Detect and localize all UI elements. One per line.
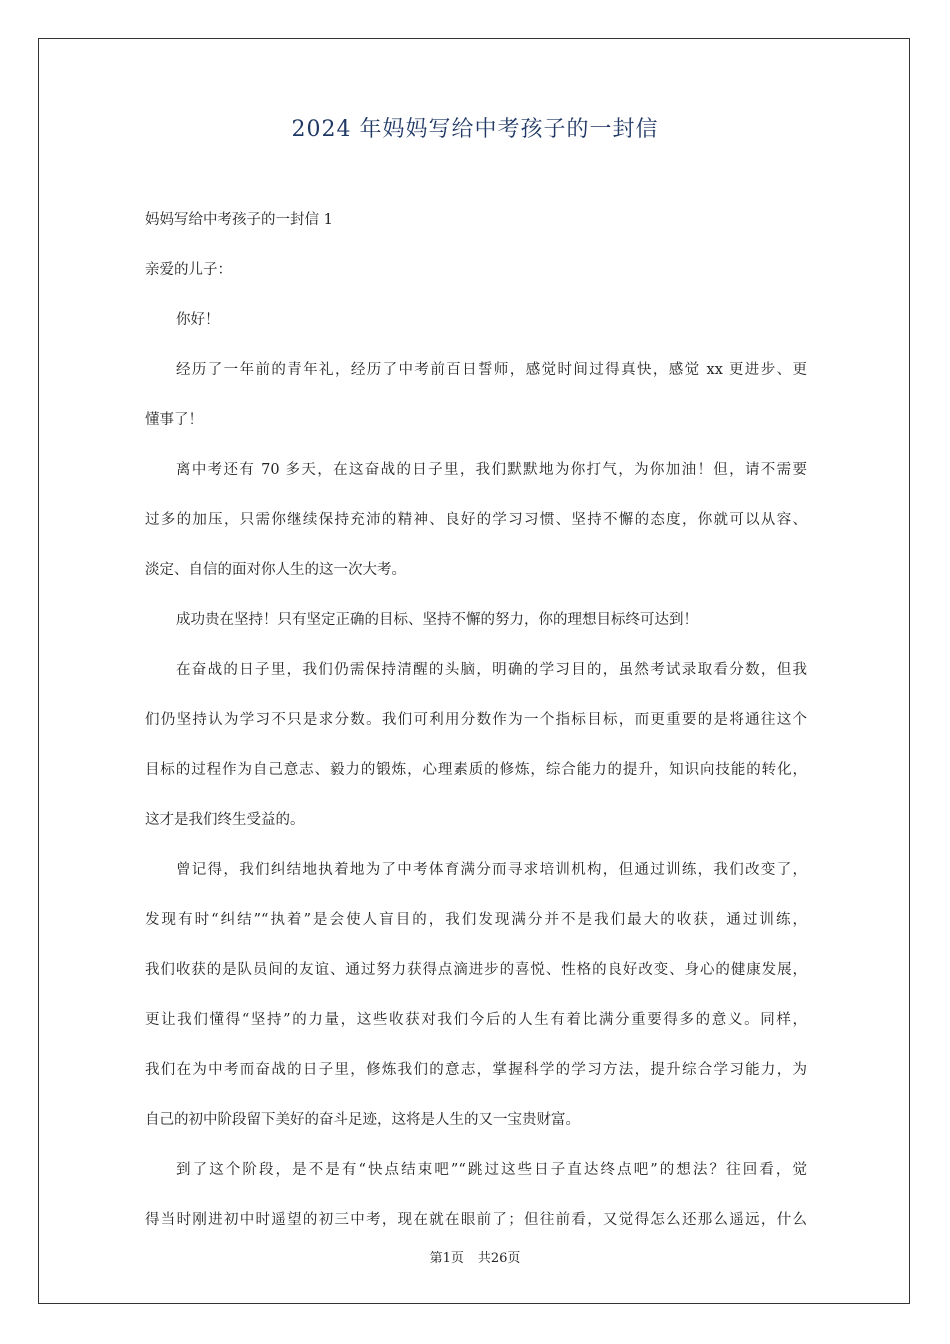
document-title: 2024 年妈妈写给中考孩子的一封信	[291, 117, 659, 142]
page-footer	[0, 1247, 950, 1266]
text-line: 自己的初中阶段留下美好的奋斗足迹，这将是人生的又一宝贵财富。	[145, 1112, 580, 1128]
text-line: 我们在为中考而奋战的日子里，修炼我们的意志，掌握科学的学习方法，提升综合学习能力，为	[145, 1062, 807, 1078]
text-line: 懂事了！	[145, 412, 203, 428]
text-line: 这才是我们终生受益的。	[145, 812, 305, 828]
text-line: 目标的过程作为自己意志、毅力的锻炼，心理素质的修炼，综合能力的提升，知识向技能的转化，	[145, 762, 807, 778]
text-line: 经历了一年前的青年礼，经历了中考前百日誓师，感觉时间过得真快，感觉 xx 更进步、更	[176, 362, 807, 378]
page-number-total: 共26页	[477, 1251, 521, 1266]
document-body	[145, 195, 807, 1245]
text-line: 我们收获的是队员间的友谊、通过努力获得点滴进步的喜悦、性格的良好改变、身心的健康发展，	[145, 962, 807, 978]
text-line: 离中考还有 70 多天，在这奋战的日子里，我们默默地为你打气，为你加油！但，请不需要	[176, 462, 807, 478]
text-line: 曾记得，我们纠结地执着地为了中考体育满分而寻求培训机构，但通过训练，我们改变了，	[176, 862, 807, 878]
text-line: 在奋战的日子里，我们仍需保持清醒的头脑，明确的学习目的，虽然考试录取看分数，但我	[176, 662, 807, 678]
text-line: 成功贵在坚持！只有坚定正确的目标、坚持不懈的努力，你的理想目标终可达到！	[176, 612, 698, 628]
text-line: 淡定、自信的面对你人生的这一次大考。	[145, 562, 406, 578]
text-line: 妈妈写给中考孩子的一封信 1	[145, 212, 333, 228]
text-line: 到了这个阶段，是不是有“快点结束吧”“跳过这些日子直达终点吧”的想法？往回看，觉	[176, 1162, 807, 1178]
text-line: 们仍坚持认为学习不只是求分数。我们可利用分数作为一个指标目标，而更重要的是将通往这个	[145, 712, 807, 728]
text-line: 你好！	[176, 312, 220, 328]
page-number-current: 第1页	[429, 1251, 464, 1266]
text-line: 得当时刚进初中时遥望的初三中考，现在就在眼前了；但往前看，又觉得怎么还那么遥远，什么	[145, 1212, 807, 1228]
text-line: 过多的加压，只需你继续保持充沛的精神、良好的学习习惯、坚持不懈的态度，你就可以从容、	[145, 512, 807, 528]
text-line: 发现有时“纠结”“执着”是会使人盲目的，我们发现满分并不是我们最大的收获，通过训练，	[145, 912, 807, 928]
text-line: 更让我们懂得“坚持”的力量，这些收获对我们今后的人生有着比满分重要得多的意义。同样，	[145, 1012, 807, 1028]
text-line: 亲爱的儿子：	[145, 262, 232, 278]
